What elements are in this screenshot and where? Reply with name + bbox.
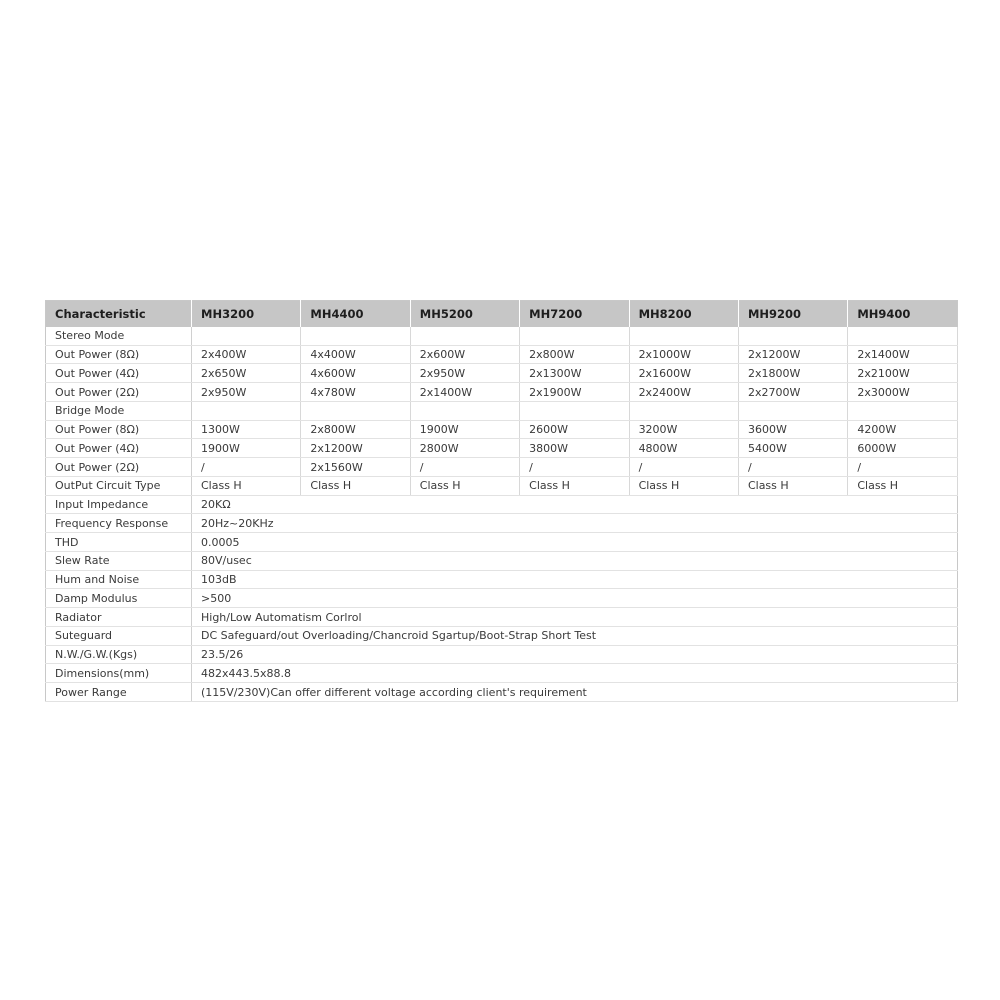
table-cell: 2x1400W [410,383,519,402]
row-label: THD [46,533,192,552]
table-cell: 4x600W [301,364,410,383]
table-row [46,551,958,570]
table-cell: 5400W [738,439,847,458]
header-model: MH5200 [410,301,519,328]
header-model: MH9400 [848,301,957,328]
table-cell: 2x950W [192,383,301,402]
table-row [46,626,958,645]
table-cell: 2600W [520,420,629,439]
table-cell [848,401,957,420]
table-row [46,514,958,533]
table-cell: 1300W [192,420,301,439]
row-label: Out Power (4Ω) [46,364,192,383]
table-cell-shared: DC Safeguard/out Overloading/Chancroid Sgartup/Boot-Strap Short Test [192,626,958,645]
table-row [46,608,958,627]
table-row [46,570,958,589]
table-cell [301,401,410,420]
table-row [46,458,958,477]
table-cell: 6000W [848,439,957,458]
table-row [46,533,958,552]
row-label: Suteguard [46,626,192,645]
table-cell: Class H [301,476,410,495]
table-cell: 2x1900W [520,383,629,402]
table-cell: 2x2100W [848,364,957,383]
table-cell-shared: High/Low Automatism Corlrol [192,608,958,627]
table-cell: Class H [738,476,847,495]
table-cell: 2x2400W [629,383,738,402]
table-cell: 2x1300W [520,364,629,383]
table-cell [848,327,957,345]
header-model: MH3200 [192,301,301,328]
table-row [46,645,958,664]
table-cell [738,401,847,420]
table-cell: 2x2700W [738,383,847,402]
row-label: Input Impedance [46,495,192,514]
table-row [46,683,958,702]
row-label: Radiator [46,608,192,627]
row-label: Out Power (8Ω) [46,420,192,439]
spec-table [45,300,958,702]
table-row [46,401,958,420]
table-cell-shared: 23.5/26 [192,645,958,664]
row-label: Bridge Mode [46,401,192,420]
table-cell: 2x400W [192,345,301,364]
table-cell: 3600W [738,420,847,439]
table-cell [301,327,410,345]
table-row [46,589,958,608]
table-cell [192,327,301,345]
table-cell: 2x600W [410,345,519,364]
row-label: Out Power (2Ω) [46,383,192,402]
table-row [46,495,958,514]
table-cell: / [629,458,738,477]
table-cell: 4800W [629,439,738,458]
header-row [46,301,958,328]
table-cell-shared: >500 [192,589,958,608]
table-body [46,327,958,702]
header-model: MH9200 [738,301,847,328]
table-cell: 2x1400W [848,345,957,364]
table-cell-shared: 482x443.5x88.8 [192,664,958,683]
header-model: MH8200 [629,301,738,328]
table-cell: 2800W [410,439,519,458]
table-cell [520,327,629,345]
table-row [46,439,958,458]
row-label: Frequency Response [46,514,192,533]
row-label: Slew Rate [46,551,192,570]
table-cell: / [738,458,847,477]
table-cell: 2x1800W [738,364,847,383]
table-cell: 2x1200W [738,345,847,364]
row-label: Out Power (8Ω) [46,345,192,364]
row-label: Out Power (2Ω) [46,458,192,477]
table-cell [192,401,301,420]
table-cell: 2x1200W [301,439,410,458]
table-row [46,327,958,345]
table-cell [520,401,629,420]
table-row [46,664,958,683]
table-cell: 2x950W [410,364,519,383]
table-cell: 4x780W [301,383,410,402]
table-row [46,345,958,364]
table-cell-shared: 0.0005 [192,533,958,552]
table-cell-shared: (115V/230V)Can offer different voltage according client's requirement [192,683,958,702]
table-cell: / [520,458,629,477]
table-cell: 3800W [520,439,629,458]
table-row [46,476,958,495]
row-label: Hum and Noise [46,570,192,589]
table-cell: Class H [629,476,738,495]
row-label: Damp Modulus [46,589,192,608]
row-label: Stereo Mode [46,327,192,345]
table-cell: 2x1000W [629,345,738,364]
table-cell-shared: 20KΩ [192,495,958,514]
table-cell [410,327,519,345]
table-cell: / [192,458,301,477]
row-label: Dimensions(mm) [46,664,192,683]
table-cell [410,401,519,420]
table-cell [629,327,738,345]
table-cell: 4200W [848,420,957,439]
table-cell [738,327,847,345]
header-characteristic: Characteristic [46,301,192,328]
table-cell: 2x800W [301,420,410,439]
table-cell: / [848,458,957,477]
header-model: MH7200 [520,301,629,328]
table-cell: Class H [192,476,301,495]
row-label: Out Power (4Ω) [46,439,192,458]
table-cell [629,401,738,420]
table-cell: 2x800W [520,345,629,364]
table-cell-shared: 80V/usec [192,551,958,570]
table-cell: Class H [848,476,957,495]
header-model: MH4400 [301,301,410,328]
table-cell: 1900W [410,420,519,439]
table-cell: 2x3000W [848,383,957,402]
table-cell: 2x1600W [629,364,738,383]
table-row [46,383,958,402]
table-row [46,364,958,383]
table-cell: 2x1560W [301,458,410,477]
row-label: Power Range [46,683,192,702]
table-cell-shared: 103dB [192,570,958,589]
table-cell-shared: 20Hz~20KHz [192,514,958,533]
table-cell: 3200W [629,420,738,439]
row-label: OutPut Circuit Type [46,476,192,495]
table-cell: Class H [410,476,519,495]
table-cell: 2x650W [192,364,301,383]
row-label: N.W./G.W.(Kgs) [46,645,192,664]
table-cell: 4x400W [301,345,410,364]
table-cell: Class H [520,476,629,495]
table-cell: 1900W [192,439,301,458]
table-row [46,420,958,439]
table-cell: / [410,458,519,477]
